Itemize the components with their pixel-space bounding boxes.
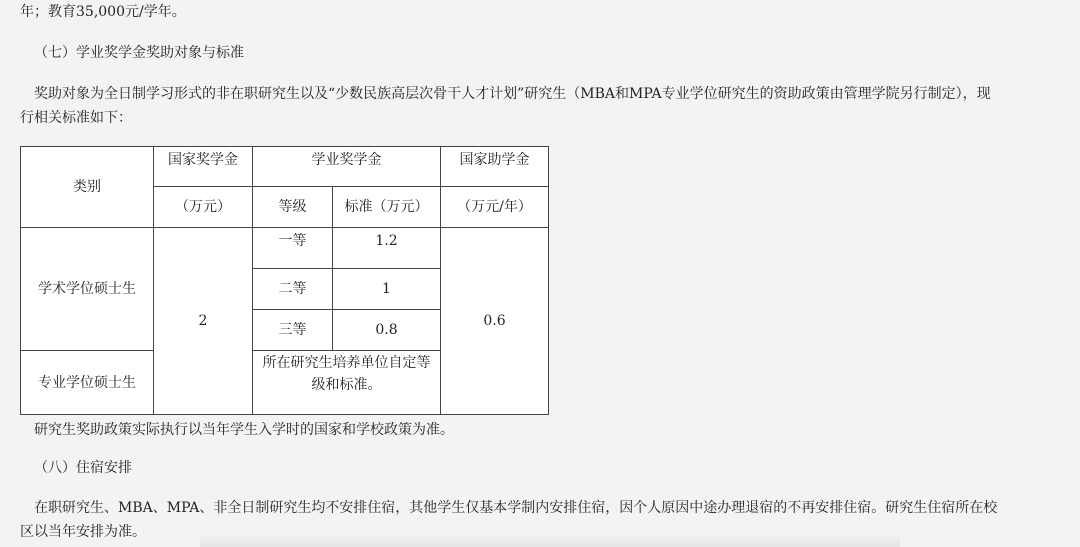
- header-national-scholarship: [154, 147, 253, 187]
- professional-note-line2: 级和标准。: [311, 377, 382, 393]
- header-academic-scholarship-label: 学业奖学金: [311, 152, 382, 168]
- grade-3-cell: [253, 310, 333, 351]
- standard-1-cell: [333, 228, 441, 269]
- section8-paragraph-line1: 在职研究生、MBA、MPA、非全日制研究生均不安排住宿，其他学生仅基本学制内安排住宿，因个人原因中途办理退宿的不再安排住宿。研究生住宿所在校: [34, 500, 998, 516]
- national-grant-value: 0.6: [483, 313, 506, 329]
- national-scholarship-value: 2: [198, 313, 208, 329]
- header-standard: [333, 187, 441, 228]
- header-national-grant-label: 国家助学金: [459, 152, 530, 168]
- scholarship-table: [20, 146, 549, 415]
- top-line: 年；教育35,000元/学年。: [20, 4, 186, 20]
- grade-2-label: 二等: [278, 281, 307, 297]
- policy-note: 研究生奖助政策实际执行以当年学生入学时的国家和学校政策为准。: [34, 422, 454, 438]
- header-national-scholarship-unit-label: （万元）: [175, 199, 231, 215]
- national-grant-value-cell: [441, 228, 549, 415]
- header-category-label: 类别: [73, 179, 101, 195]
- row-professional-master: [21, 351, 154, 415]
- standard-3-value: 0.8: [375, 322, 398, 338]
- standard-1-value: 1.2: [375, 233, 398, 249]
- row-academic-master: [21, 228, 154, 351]
- professional-note-cell: [253, 351, 441, 415]
- standard-2-cell: [333, 269, 441, 310]
- section7-paragraph-line2: 行相关标准如下：: [20, 110, 132, 126]
- header-standard-label: 标准（万元）: [344, 199, 429, 215]
- header-grade-label: 等级: [278, 199, 307, 215]
- grade-2-cell: [253, 269, 333, 310]
- header-national-scholarship-unit: [154, 187, 253, 228]
- section7-heading: （七）学业奖学金奖助对象与标准: [34, 45, 244, 61]
- bottom-shadow: [200, 533, 900, 547]
- standard-2-value: 1: [382, 281, 391, 297]
- header-national-scholarship-label: 国家奖学金: [168, 152, 238, 168]
- table-header-row: [21, 147, 549, 187]
- header-national-grant: [441, 147, 549, 187]
- professional-note-line1: 所在研究生培养单位自定等: [262, 355, 431, 371]
- section8-heading: （八）住宿安排: [34, 460, 132, 476]
- section8-paragraph-line2: 区以当年安排为准。: [20, 524, 146, 540]
- header-national-grant-unit: [441, 187, 549, 228]
- header-category: [21, 147, 154, 228]
- header-grade: [253, 187, 333, 228]
- academic-master-label: 学术学位硕士生: [38, 281, 136, 297]
- grade-1-label: 一等: [278, 233, 307, 249]
- section7-paragraph-line1: 奖助对象为全日制学习形式的非在职研究生以及“少数民族高层次骨干人才计划”研究生（MBA和MPA专业学位研究生的资助政策由管理学院另行制定），现: [34, 86, 991, 102]
- national-scholarship-value-cell: [154, 228, 253, 415]
- header-national-grant-unit-label: （万元/年）: [457, 199, 532, 215]
- professional-master-label: 专业学位硕士生: [38, 374, 136, 391]
- table-row: [21, 228, 549, 269]
- grade-3-label: 三等: [278, 322, 307, 338]
- standard-3-cell: [333, 310, 441, 351]
- grade-1-cell: [253, 228, 333, 269]
- header-academic-scholarship: [253, 147, 441, 187]
